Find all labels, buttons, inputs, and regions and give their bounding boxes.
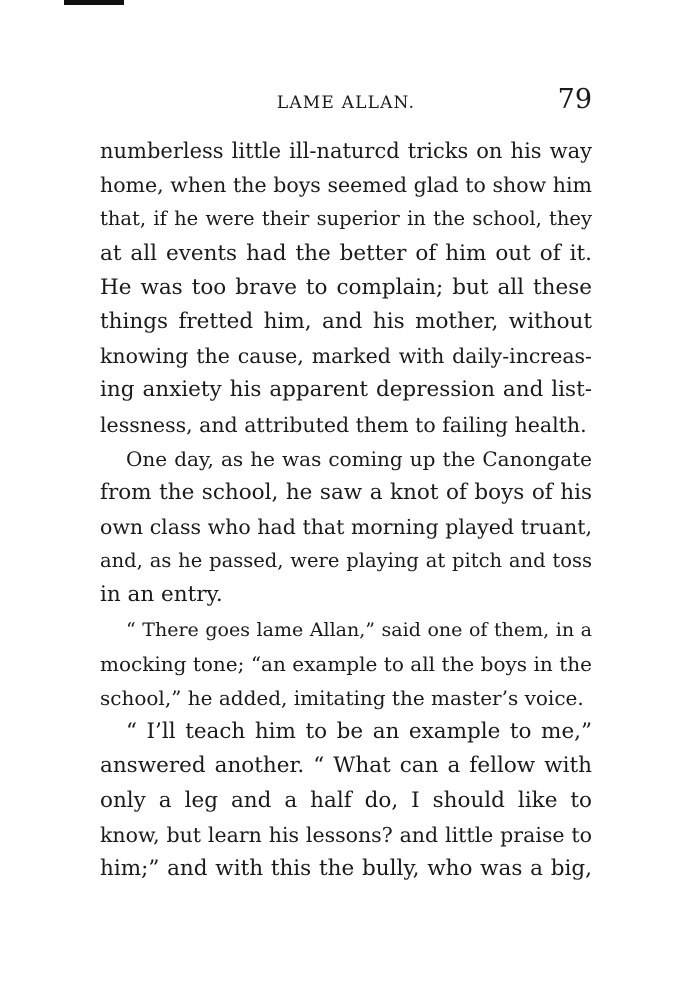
text-line: at all events had the better of him out of it. — [100, 240, 592, 266]
text-line: own class who had that morning played truant, — [100, 515, 592, 540]
text-line: He was too brave to complain; but all these — [100, 274, 592, 300]
text-line: and, as he passed, were playing at pitch and toss — [100, 549, 592, 573]
text-line: “ There goes lame Allan,” said one of them, in a — [126, 618, 592, 641]
text-line: in an entry. — [100, 582, 223, 608]
page-header — [100, 84, 592, 120]
running-title: LAME ALLAN. — [276, 93, 416, 113]
text-line: only a leg and a half do, I should like to — [100, 787, 592, 813]
text-line: know, but learn his lessons? and little praise to — [100, 822, 592, 847]
text-line: numberless little ill-naturcd tricks on his way — [100, 139, 592, 163]
text-line: things fretted him, and his mother, without — [100, 308, 592, 334]
text-line: that, if he were their superior in the school, they — [100, 207, 592, 231]
text-line: him;” and with this the bully, who was a big, — [100, 855, 592, 881]
page-number: 79 — [557, 84, 592, 115]
text-line: home, when the boys seemed glad to show him — [100, 173, 592, 198]
text-line: from the school, he saw a knot of boys of his — [100, 479, 592, 505]
text-line: lessness, and attributed them to failing health. — [100, 412, 587, 437]
top-rule — [64, 0, 124, 5]
text-line: mocking tone; “an example to all the boys in the — [100, 651, 592, 676]
text-line: ing anxiety his apparent depression and list- — [100, 377, 592, 403]
text-line: answered another. “ What can a fellow with — [100, 753, 592, 779]
text-line: school,” he added, imitating the master’s voice. — [100, 686, 584, 710]
text-line: One day, as he was coming up the Canongate — [126, 446, 592, 471]
body-text — [100, 134, 592, 886]
text-line: “ I’ll teach him to be an example to me,” — [126, 719, 592, 745]
text-line: knowing the cause, marked with daily-increas- — [100, 344, 592, 369]
